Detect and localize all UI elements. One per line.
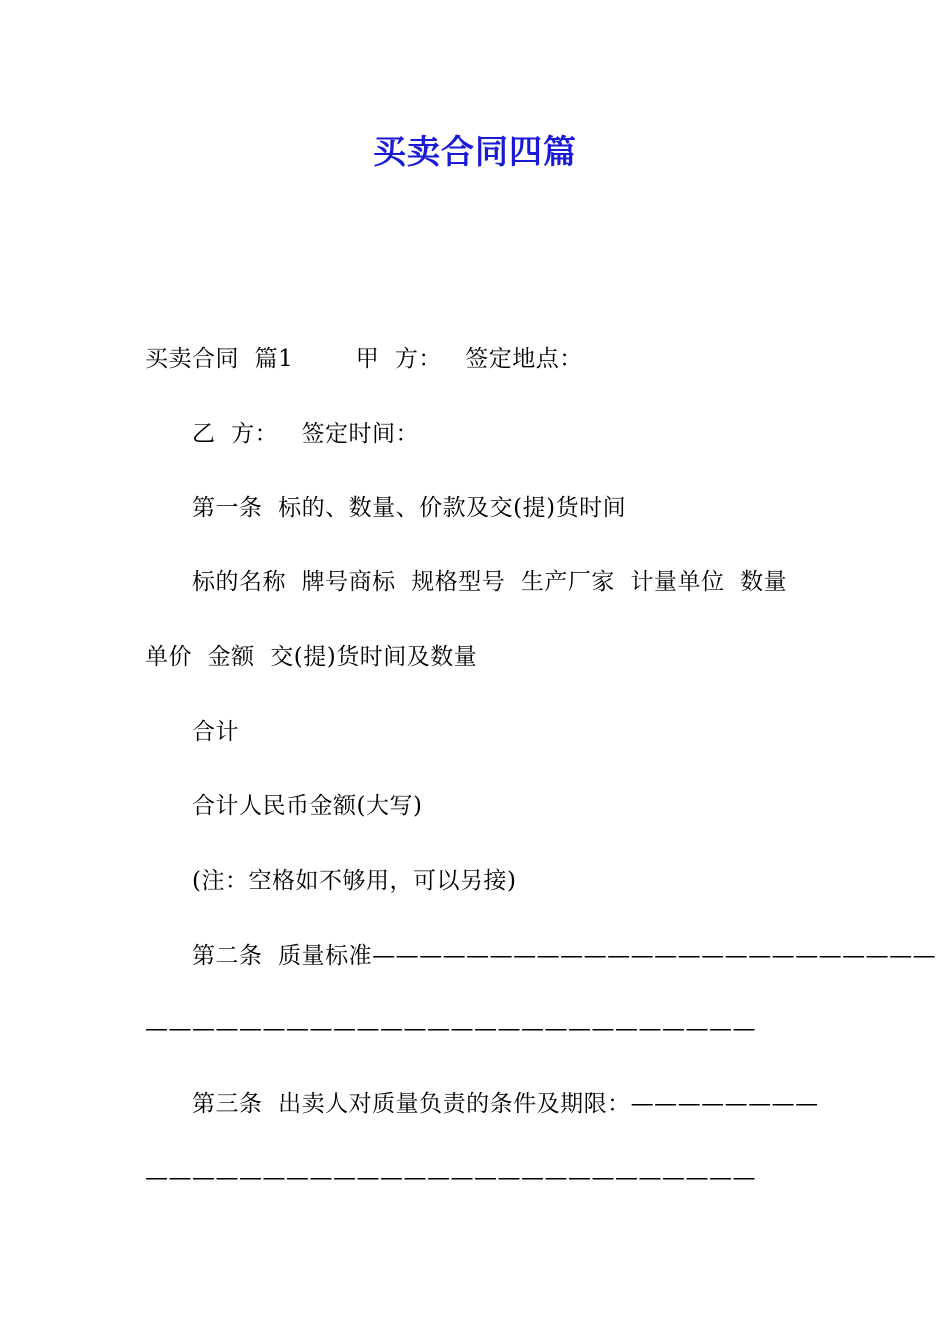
article-2-line: 第二条 质量标准————————————————————————: [192, 943, 937, 969]
document-title: 买卖合同四篇: [373, 132, 577, 171]
total-line: 合计: [192, 719, 239, 745]
party-b-line: 乙 方： 签定时间：: [192, 421, 420, 447]
article-3-blank-line: ——————————————————————————: [145, 1165, 756, 1191]
article-2-blank-line: ——————————————————————————: [145, 1016, 756, 1042]
total-rmb-line: 合计人民币金额(大写): [192, 793, 423, 819]
item-columns-line-1: 标的名称 牌号商标 规格型号 生产厂家 计量单位 数量: [192, 569, 788, 595]
note-line: (注：空格如不够用，可以另接): [192, 868, 517, 894]
item-columns-line-2: 单价 金额 交(提)货时间及数量: [145, 644, 478, 670]
contract-header-line: 买卖合同 篇1 甲 方： 签定地点：: [145, 346, 583, 372]
article-1-heading: 第一条 标的、数量、价款及交(提)货时间: [192, 495, 627, 521]
article-3-line: 第三条 出卖人对质量负责的条件及期限：————————: [192, 1091, 819, 1117]
